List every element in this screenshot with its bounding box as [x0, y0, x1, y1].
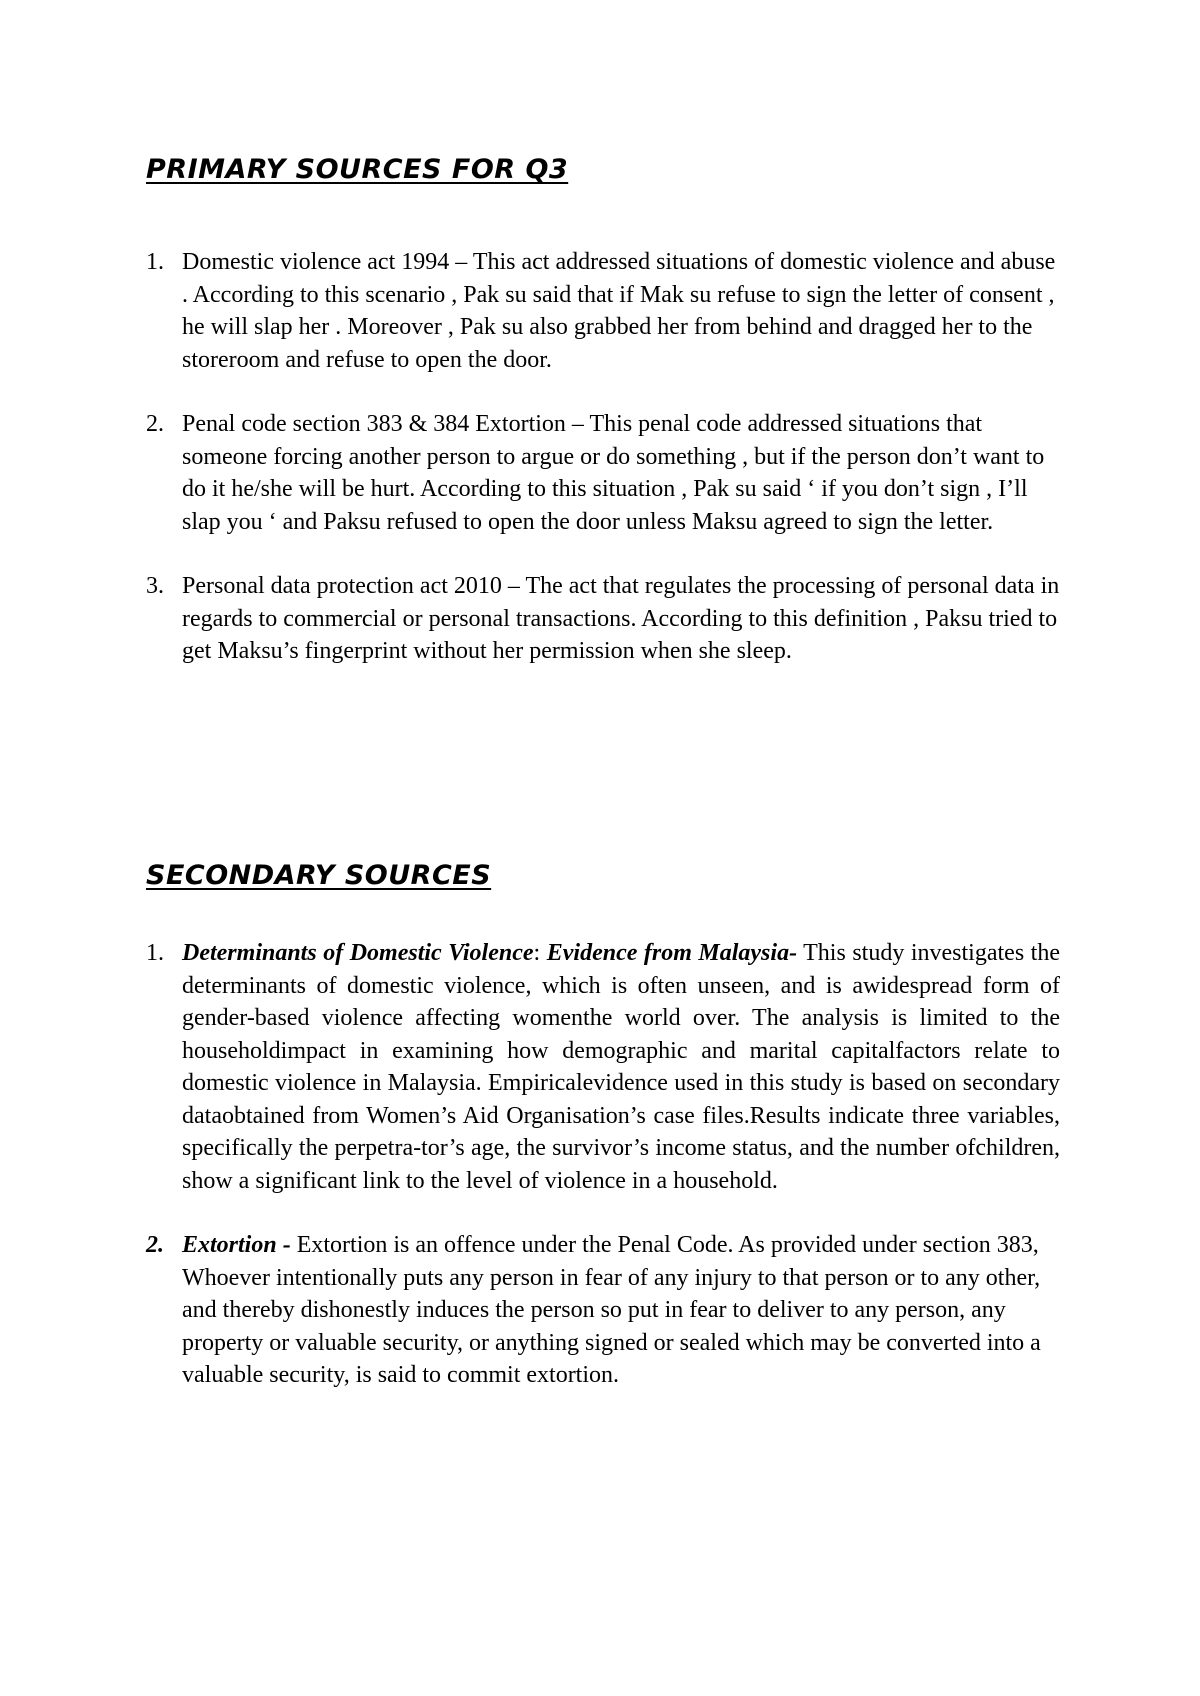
item-number: 1.: [146, 940, 164, 966]
list-item: [0, 246, 1200, 376]
item-text: Domestic violence act 1994 – This act addressed situations of domestic violence and abuse . According to this scenario , Pak su said that if Mak su refuse to sign the letter of consent , he will slap her . Moreover , Pak su also grabbed her from behind and dragged her to the storeroom and refuse to open the door.: [182, 249, 1056, 373]
item-text: Extortion is an offence under the Penal Code. As provided under section 383, Whoever intentionally puts any person in fear of any injury to that person or to any other, and thereby dishonestly induces the person so put in fear to deliver to any person, any property or valuable security, or anything signed or sealed which may be converted into a valuable security, is said to commit extortion.: [182, 1232, 1041, 1388]
item-text: Personal data protection act 2010 – The act that regulates the processing of personal data in regards to commercial or personal transactions. According to this definition , Paksu tried to get Maksu’s fingerprint without her permission when she sleep.: [182, 573, 1060, 664]
secondary-sources-list: [0, 937, 1200, 1392]
item-text: Penal code section 383 & 384 Extortion – This penal code addressed situations that someone forcing another person to argue or do something , but if the person don’t want to do it he/she will be hurt. According to this situation , Pak su said ‘ if you don’t sign , I’ll slap you ‘ and Paksu refused to open the door unless Maksu agreed to sign the letter.: [182, 411, 1045, 535]
item-subtitle: Evidence from Malaysia-: [546, 940, 798, 966]
item-number: 2.: [146, 411, 164, 437]
primary-sources-heading: PRIMARY SOURCES FOR Q3: [146, 154, 569, 185]
primary-sources-list: [0, 246, 1200, 668]
list-item: [0, 570, 1200, 668]
item-title-separator: :: [533, 940, 547, 966]
item-title: Extortion -: [182, 1232, 291, 1258]
item-number: 2.: [146, 1232, 164, 1258]
item-number: 3.: [146, 573, 164, 599]
list-item: [0, 937, 1200, 1197]
list-item: [0, 408, 1200, 538]
list-item: [0, 1229, 1200, 1392]
item-title: Determinants of Domestic Violence: [182, 940, 534, 966]
secondary-sources-heading: SECONDARY SOURCES: [146, 860, 492, 891]
item-text: This study investigates the determinants of domestic violence, which is often unseen, and is awidespread form of gender-based violence affecting womenthe world over. The analysis is limited to the householdimpact in examining how demographic and marital capitalfactors relate to domestic violence in Malaysia. Empiricalevidence used in this study is based on secondary dataobtained from Women’s Aid Organisation’s case files.Results indicate three variables, specifically the perpetra-tor’s age, the survivor’s income status, and the number ofchildren, show a significant link to the level of violence in a household.: [182, 940, 1061, 1194]
item-number: 1.: [146, 249, 164, 275]
